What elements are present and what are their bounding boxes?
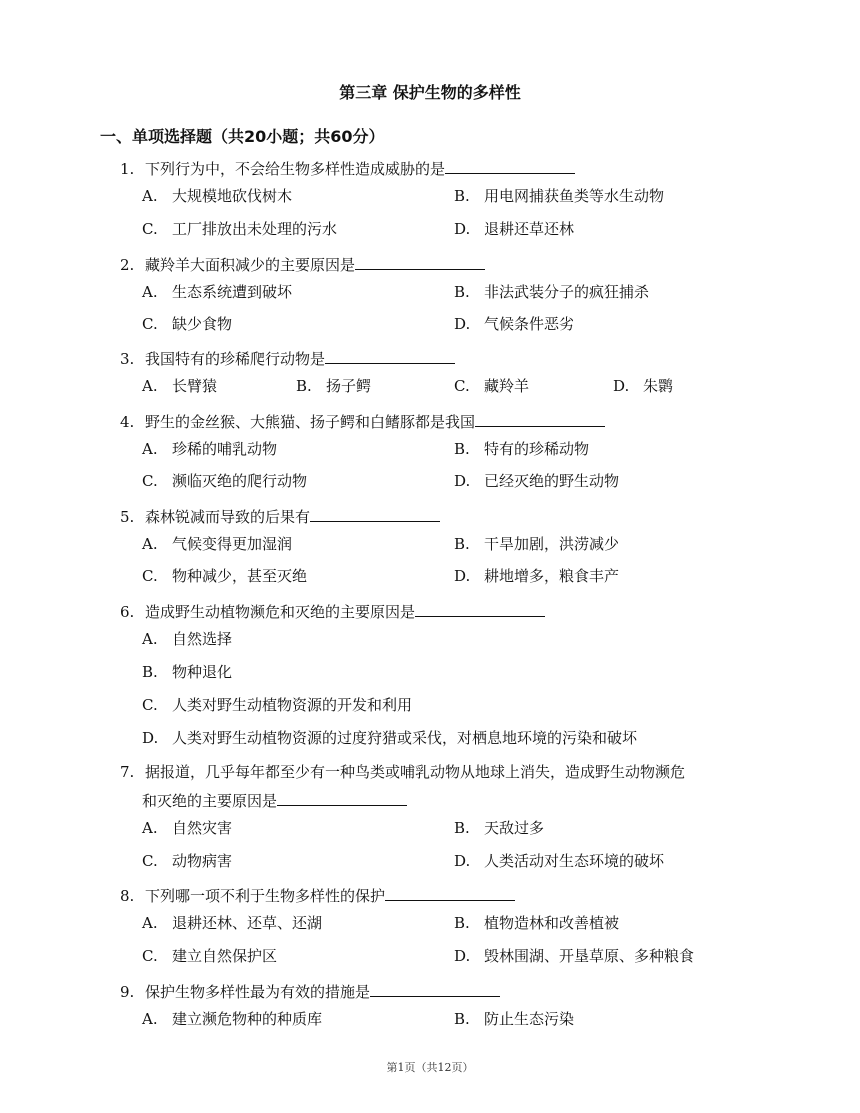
- question-number: 8.: [120, 887, 135, 905]
- question-2: [120, 253, 485, 276]
- question-number: 1.: [120, 160, 135, 178]
- question-number: 5.: [120, 508, 135, 526]
- option-d[interactable]: D. 人类对野生动植物资源的过度狩猎或采伐，对栖息地环境的污染和破坏: [142, 729, 638, 747]
- option-c[interactable]: C. 物种减少，甚至灭绝: [142, 567, 308, 585]
- question-number: 4.: [120, 413, 135, 431]
- option-b[interactable]: B. 防止生态污染: [454, 1010, 575, 1028]
- question-number: 2.: [120, 256, 135, 274]
- option-c[interactable]: C. 濒临灭绝的爬行动物: [142, 472, 308, 490]
- option-d[interactable]: D. 退耕还草还林: [454, 220, 575, 238]
- question-text: 据报道，几乎每年都至少有一种鸟类或哺乳动物从地球上消失，造成野生动物濒危: [145, 763, 686, 781]
- question-4: [120, 410, 605, 433]
- chapter-title: 第三章 保护生物的多样性: [339, 83, 521, 102]
- question-number: 9.: [120, 983, 135, 1001]
- option-a[interactable]: A. 长臂猿: [142, 377, 218, 395]
- option-b[interactable]: B. 非法武装分子的疯狂捕杀: [454, 283, 650, 301]
- answer-blank[interactable]: [310, 505, 440, 522]
- option-c[interactable]: C. 建立自然保护区: [142, 947, 278, 965]
- question-5: [120, 505, 440, 528]
- question-number: 7.: [120, 763, 135, 781]
- question-number: 6.: [120, 603, 135, 621]
- option-d[interactable]: D. 气候条件恶劣: [454, 315, 575, 333]
- option-c[interactable]: C. 缺少食物: [142, 315, 233, 333]
- question-9: [120, 980, 500, 1003]
- answer-blank[interactable]: [445, 157, 575, 174]
- answer-blank[interactable]: [475, 410, 605, 427]
- option-b[interactable]: B. 植物造林和改善植被: [454, 914, 620, 932]
- option-c[interactable]: C. 人类对野生动植物资源的开发和利用: [142, 696, 413, 714]
- option-a[interactable]: A. 建立濒危物种的种质库: [142, 1010, 323, 1028]
- option-a[interactable]: A. 自然选择: [142, 630, 233, 648]
- option-c[interactable]: C. 工厂排放出未处理的污水: [142, 220, 338, 238]
- option-d[interactable]: D. 人类活动对生态环境的破坏: [454, 852, 665, 870]
- question-text: 造成野生动植物濒危和灭绝的主要原因是: [145, 603, 416, 621]
- question-1: [120, 157, 575, 180]
- answer-blank[interactable]: [355, 253, 485, 270]
- option-b[interactable]: B. 干旱加剧，洪涝减少: [454, 535, 620, 553]
- question-7-continued: [142, 789, 407, 812]
- question-text: 森林锐减而导致的后果有: [145, 508, 311, 526]
- answer-blank[interactable]: [277, 789, 407, 806]
- option-c[interactable]: C. 藏羚羊: [454, 377, 530, 395]
- question-8: [120, 884, 515, 907]
- option-b[interactable]: B. 天敌过多: [454, 819, 545, 837]
- question-text: 保护生物多样性最为有效的措施是: [145, 983, 371, 1001]
- option-d[interactable]: D. 已经灭绝的野生动物: [454, 472, 620, 490]
- option-a[interactable]: A. 自然灾害: [142, 819, 233, 837]
- option-a[interactable]: A. 大规模地砍伐树木: [142, 187, 293, 205]
- option-d[interactable]: D. 朱鹮: [613, 377, 674, 395]
- question-text: 下列哪一项不利于生物多样性的保护: [145, 887, 386, 905]
- question-text: 下列行为中，不会给生物多样性造成威胁的是: [145, 160, 446, 178]
- answer-blank[interactable]: [415, 600, 545, 617]
- option-a[interactable]: A. 生态系统遭到破坏: [142, 283, 293, 301]
- section-heading: 一、单项选择题（共20小题；共60分）: [100, 127, 385, 146]
- answer-blank[interactable]: [325, 347, 455, 364]
- option-b[interactable]: B. 物种退化: [142, 663, 233, 681]
- option-b[interactable]: B. 用电网捕获鱼类等水生动物: [454, 187, 665, 205]
- option-b[interactable]: B. 扬子鳄: [296, 377, 372, 395]
- answer-blank[interactable]: [370, 980, 500, 997]
- question-6: [120, 600, 545, 623]
- question-text: 和灭绝的主要原因是: [142, 792, 278, 810]
- question-text: 野生的金丝猴、大熊猫、扬子鳄和白鳍豚都是我国: [145, 413, 476, 431]
- option-a[interactable]: A. 退耕还林、还草、还湖: [142, 914, 323, 932]
- answer-blank[interactable]: [385, 884, 515, 901]
- question-3: [120, 347, 455, 370]
- option-b[interactable]: B. 特有的珍稀动物: [454, 440, 590, 458]
- option-d[interactable]: D. 耕地增多，粮食丰产: [454, 567, 620, 585]
- option-c[interactable]: C. 动物病害: [142, 852, 233, 870]
- page-footer: 第1页（共12页）: [386, 1061, 474, 1074]
- question-text: 藏羚羊大面积减少的主要原因是: [145, 256, 356, 274]
- question-number: 3.: [120, 350, 135, 368]
- question-text: 我国特有的珍稀爬行动物是: [145, 350, 326, 368]
- option-a[interactable]: A. 气候变得更加湿润: [142, 535, 293, 553]
- option-a[interactable]: A. 珍稀的哺乳动物: [142, 440, 278, 458]
- question-7: [120, 761, 685, 783]
- option-d[interactable]: D. 毁林围湖、开垦草原、多种粮食: [454, 947, 695, 965]
